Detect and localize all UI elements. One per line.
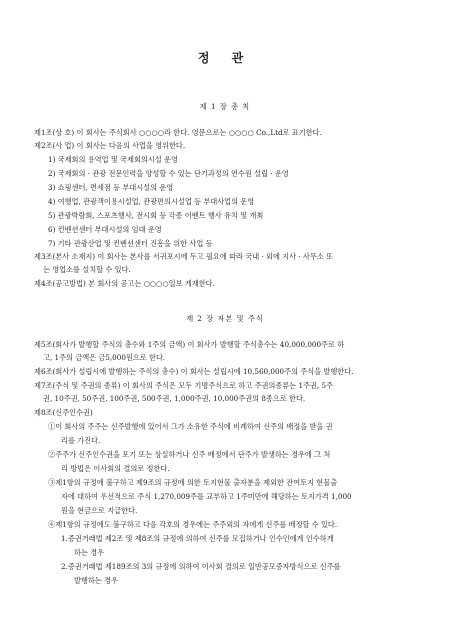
subitem-1-continued: 하는 경우 <box>74 548 105 557</box>
business-item-4: 4) 여행업, 관광객이용시설업, 관광편의시설업 등 부대사업의 운영 <box>48 197 255 206</box>
paragraph-2: ②주주가 신주인수권을 포기 또는 상실하거나 신주 배정에서 단주가 발생하는 경우에 그 처 <box>48 450 331 459</box>
paragraph-3-continued: 자에 대하여 우선적으로 주식 1,270,009주를 교부하고 1주미만에 해당하는 토지가격 1,000 <box>61 492 352 501</box>
paragraph-2-continued: 리 방법은 이사회의 결의로 정한다. <box>61 464 170 473</box>
article-8: 제8조(신주인수권) <box>34 408 93 417</box>
article-7-continued: 권, 10주권, 50주권, 100주권, 500주권, 1,000주권, 10,000주권의 8종으로 한다. <box>43 394 306 403</box>
paragraph-1: ①이 회사의 주주는 신주발행에 있어서 그가 소유한 주식에 비례하여 신주의 배정을 받을 권 <box>48 422 333 431</box>
chapter-1-heading: 제 1 장 총 칙 <box>199 102 251 111</box>
document-title: 정 관 <box>197 51 253 65</box>
business-item-2: 2) 국제회의 · 관광 전문인력을 양성할 수 있는 단기과정의 연수원 설립 · 운영 <box>48 169 289 178</box>
paragraph-4: ④제1항의 규정에도 불구하고 다음 각호의 경우에는 주주외의 자에게 신주를 배정할 수 있다. <box>48 520 338 529</box>
business-item-5: 5) 관광박람회, 스포츠행사, 전시회 등 각종 이벤트 행사 유치 및 개최 <box>48 211 264 220</box>
article-6: 제6조(회사가 설립시에 발행하는 주식의 총수) 이 회사는 설립시에 10,560,000주의 주식을 발행한다. <box>34 367 354 376</box>
paragraph-3-continued-2: 원을 현금으로 지급한다. <box>61 506 138 515</box>
article-3: 제3조(본사 소재지) 이 회사는 본사를 서귀포시에 두고 필요에 따라 국내 · 외에 지사 · 사무소 또 <box>34 252 333 261</box>
subitem-1: 1.증권거래법 제2조 및 제8조의 규정에 의하여 신주를 모집하거나 인수인에게 인수하게 <box>61 534 334 543</box>
paragraph-1-continued: 리를 가진다. <box>61 436 101 445</box>
business-item-6: 6) 컨벤션센터 부대시설의 임대 운영 <box>48 225 162 234</box>
article-1: 제1조(상 호) 이 회사는 주식회사 ○○○○라 한다. 영문으로는 ○○○○ Co.,Ltd로 표기한다. <box>34 128 322 137</box>
paragraph-3: ③제1항의 규정에 불구하고 제9조의 규정에 의한 토지현물 출자분을 제외한 잔여토지 현물출 <box>48 478 338 487</box>
business-item-1: 1) 국제회의 용역업 및 국제회의시설 운영 <box>48 155 178 164</box>
business-item-3: 3) 쇼핑센터, 면세점 등 부대시설의 운영 <box>48 183 174 192</box>
article-2: 제2조(사 업) 이 회사는 다음의 사업을 영위한다. <box>34 141 186 150</box>
article-3-continued: 는 영업소를 설치할 수 있다. <box>43 265 131 274</box>
article-4: 제4조(공고방법) 본 회사의 공고는 ○○○○일보 게재한다. <box>34 279 215 288</box>
subitem-2-continued: 발행하는 경우 <box>74 576 118 585</box>
article-5: 제5조(회사가 발행할 주식의 총수와 1주의 금액) 이 회사가 발행할 주식총수는 40,000,000주로 하 <box>34 340 345 349</box>
business-item-7: 7) 기타 관광산업 및 컨벤션센터 진흥을 위한 사업 등 <box>48 239 213 248</box>
article-7: 제7조(주식 및 주권의 종류) 이 회사의 주식은 모두 기명주식으로 하고 주권의종류는 1주권, 5주 <box>34 381 333 390</box>
chapter-2-heading: 제 2 장 자본 및 주식 <box>186 314 264 323</box>
subitem-2: 2.증권거래법 제189조의 3의 규정에 의하여 이사회 결의로 일반공모증자방식으로 신주를 <box>61 562 341 571</box>
article-5-continued: 고, 1주의 금액은 금5,000원으로 한다. <box>43 353 166 362</box>
